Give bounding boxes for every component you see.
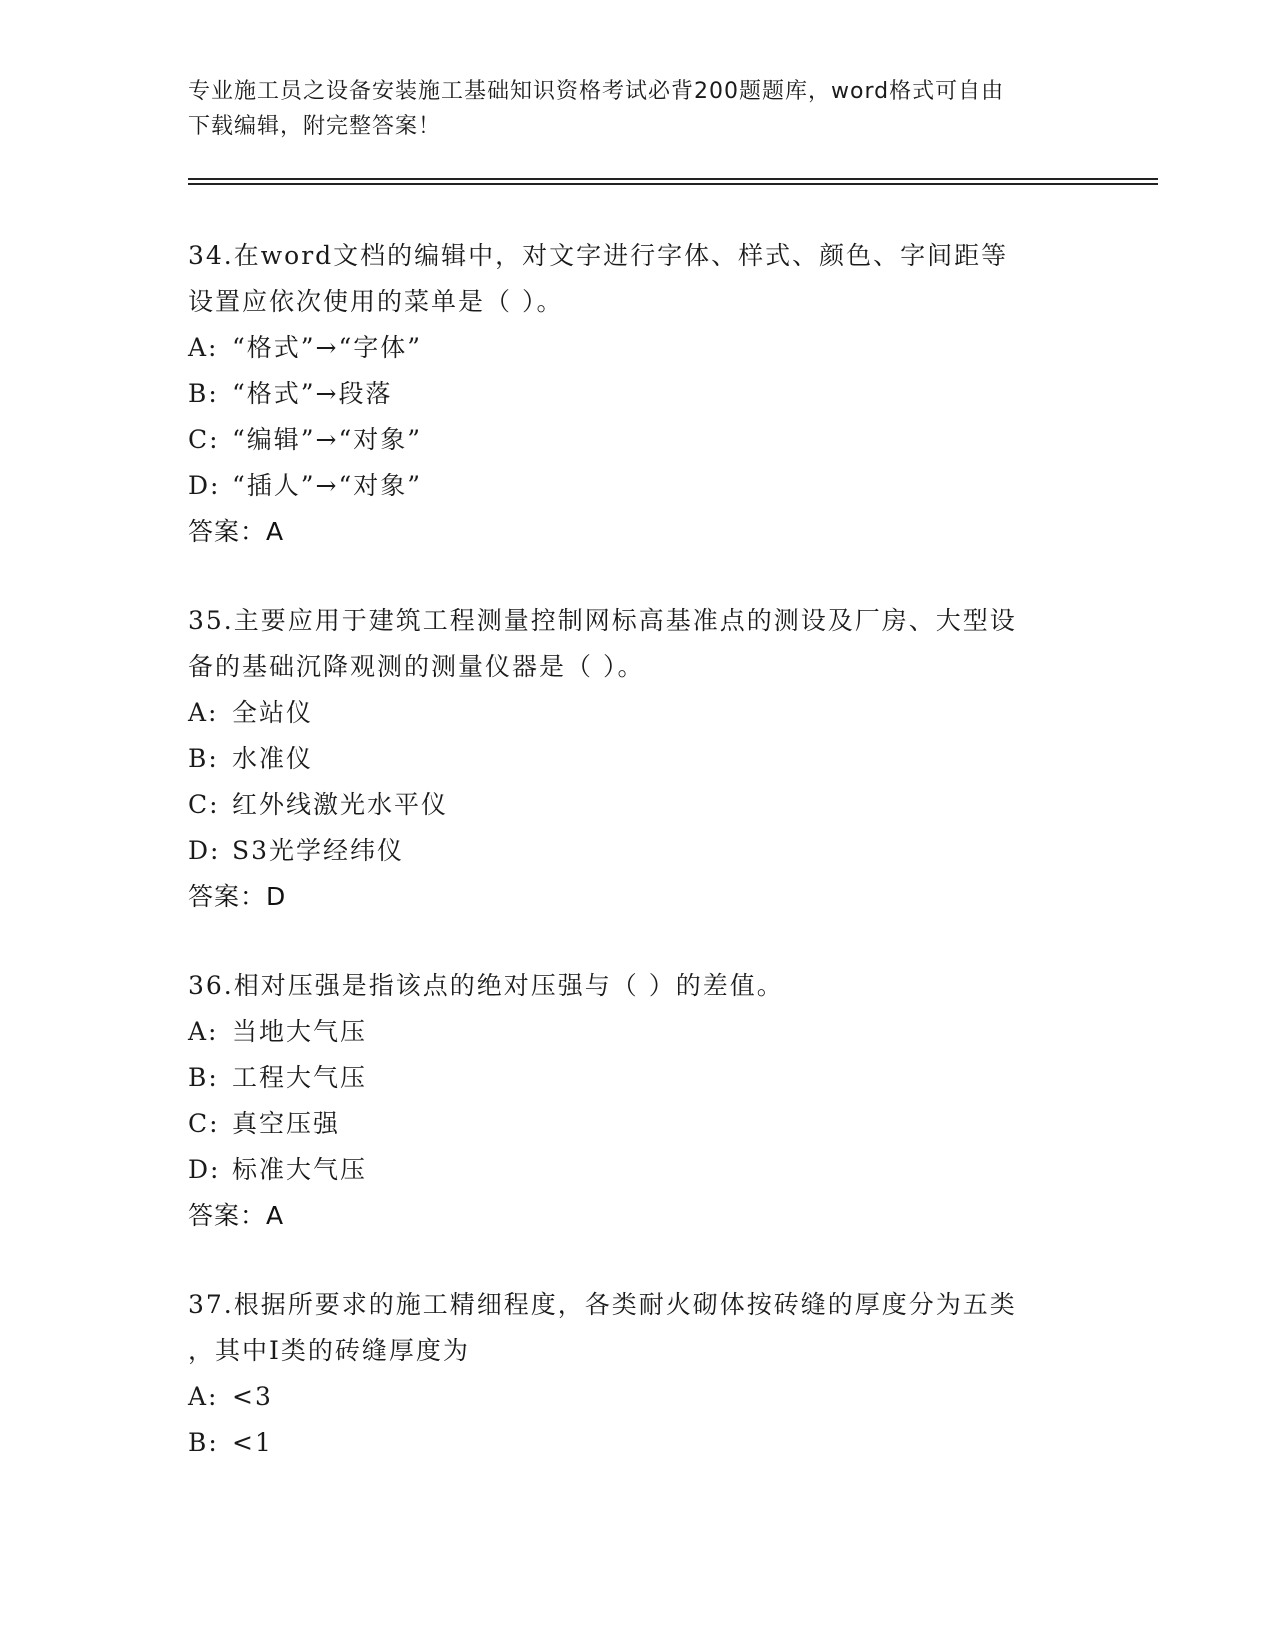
header-divider-top [188,178,1158,180]
question-option [188,1101,1088,1147]
option-text: <1 [232,1428,273,1457]
question-answer: 答案：D [188,882,287,911]
question-stem [188,233,1088,325]
option-text: 工程大气压 [232,1063,368,1092]
option-letter: B: [188,379,219,408]
option-letter: A: [188,698,219,727]
option-letter: D: [188,836,221,865]
question-option [188,1147,1088,1193]
question-answer: 答案：A [188,1201,285,1230]
option-letter: A: [188,1382,219,1411]
question-stem-line: 35.主要应用于建筑工程测量控制网标高基准点的测设及厂房、大型设 [188,606,1017,635]
question-option [188,417,1088,463]
question-block [188,963,1088,1239]
option-letter: C: [188,790,220,819]
option-text: S3光学经纬仪 [232,836,405,865]
option-letter: D: [188,471,221,500]
question-option [188,1420,1088,1466]
question-option [188,371,1088,417]
option-text: “编辑”→“对象” [232,425,423,454]
question-option [188,1374,1088,1420]
option-text: 标准大气压 [232,1155,368,1184]
question-stem-line: ，其中Ⅰ类的砖缝厚度为 [188,1336,470,1365]
option-letter: B: [188,744,219,773]
question-stem [188,598,1088,690]
question-option [188,690,1088,736]
question-option [188,782,1088,828]
question-block [188,598,1088,920]
option-letter: C: [188,1109,220,1138]
question-option [188,463,1088,509]
question-stem-line: 设置应依次使用的菜单是（ ）。 [188,287,564,316]
question-option [188,736,1088,782]
option-letter: A: [188,1017,219,1046]
question-stem-line: 37.根据所要求的施工精细程度，各类耐火砌体按砖缝的厚度分为五类 [188,1290,1017,1319]
option-letter: A: [188,333,219,362]
header-line-1: 专业施工员之设备安装施工基础知识资格考试必背200题题库，word格式可自由 [188,79,1005,104]
question-option [188,325,1088,371]
option-text: “格式”→“字体” [232,333,423,362]
option-text: 全站仪 [232,698,314,727]
question-stem [188,1282,1088,1374]
question-stem [188,963,1088,1009]
question-list [188,233,1088,1509]
option-text: “插人”→“对象” [232,471,423,500]
question-block [188,1282,1088,1466]
document-header [188,74,1068,144]
option-letter: B: [188,1428,219,1457]
question-stem-line: 36.相对压强是指该点的绝对压强与（ ）的差值。 [188,971,784,1000]
option-text: 红外线激光水平仪 [232,790,449,819]
header-line-2: 下载编辑，附完整答案！ [188,114,442,139]
question-stem-line: 备的基础沉降观测的测量仪器是（ ）。 [188,652,645,681]
header-divider-bottom [188,183,1158,185]
question-block [188,233,1088,555]
option-letter: D: [188,1155,221,1184]
option-letter: B: [188,1063,219,1092]
option-text: 水准仪 [232,744,314,773]
question-option [188,1009,1088,1055]
question-option [188,1055,1088,1101]
option-text: <3 [232,1382,273,1411]
question-stem-line: 34.在word文档的编辑中，对文字进行字体、样式、颜色、字间距等 [188,241,1009,270]
option-text: 真空压强 [232,1109,341,1138]
question-option [188,828,1088,874]
option-letter: C: [188,425,220,454]
option-text: “格式”→段落 [232,379,393,408]
question-answer: 答案：A [188,517,285,546]
option-text: 当地大气压 [232,1017,368,1046]
